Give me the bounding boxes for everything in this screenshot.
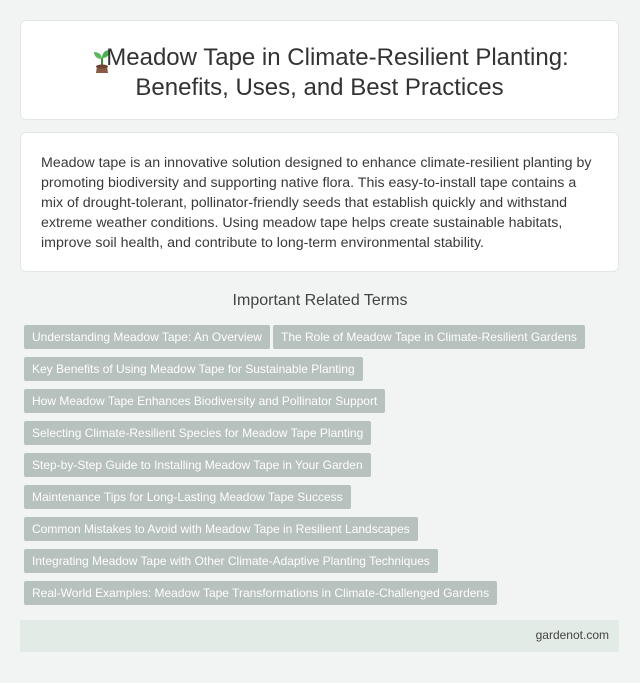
- term-tag[interactable]: Maintenance Tips for Long-Lasting Meadow Tape Success: [24, 485, 351, 509]
- term-tag[interactable]: How Meadow Tape Enhances Biodiversity and Pollinator Support: [24, 389, 385, 413]
- intro-text: Meadow tape is an innovative solution designed to enhance climate-resilient planting by promoting biodiversity and supporting native flora. This easy-to-install tape contains a mix of drought-tolerant, pollinator-friendly seeds that establish quickly and withstand extreme weather conditions. Using meadow tape helps create sustainable habitats, improve soil health, and contribute to long-term environmental stability.: [41, 155, 592, 251]
- term-tag[interactable]: Step-by-Step Guide to Installing Meadow Tape in Your Garden: [24, 453, 371, 477]
- term-tag[interactable]: Key Benefits of Using Meadow Tape for Sustainable Planting: [24, 357, 363, 381]
- page-title: [21, 43, 618, 103]
- term-tag[interactable]: Integrating Meadow Tape with Other Climate-Adaptive Planting Techniques: [24, 549, 438, 573]
- footer-site[interactable]: gardenot.com: [535, 628, 609, 642]
- term-tag[interactable]: Selecting Climate-Resilient Species for Meadow Tape Planting: [24, 421, 371, 445]
- term-tag[interactable]: Understanding Meadow Tape: An Overview: [24, 325, 270, 349]
- title-line-1: Meadow Tape in Climate-Resilient Planting:: [106, 44, 569, 71]
- term-tag[interactable]: The Role of Meadow Tape in Climate-Resilient Gardens: [273, 325, 585, 349]
- term-tag[interactable]: Real-World Examples: Meadow Tape Transformations in Climate-Challenged Gardens: [24, 581, 497, 605]
- intro-card: [20, 132, 619, 272]
- header-card: [20, 20, 619, 120]
- term-tag[interactable]: Common Mistakes to Avoid with Meadow Tape in Resilient Landscapes: [24, 517, 418, 541]
- footer: [20, 620, 619, 652]
- terms-heading: Important Related Terms: [232, 292, 408, 309]
- title-line-2: Benefits, Uses, and Best Practices: [135, 74, 504, 101]
